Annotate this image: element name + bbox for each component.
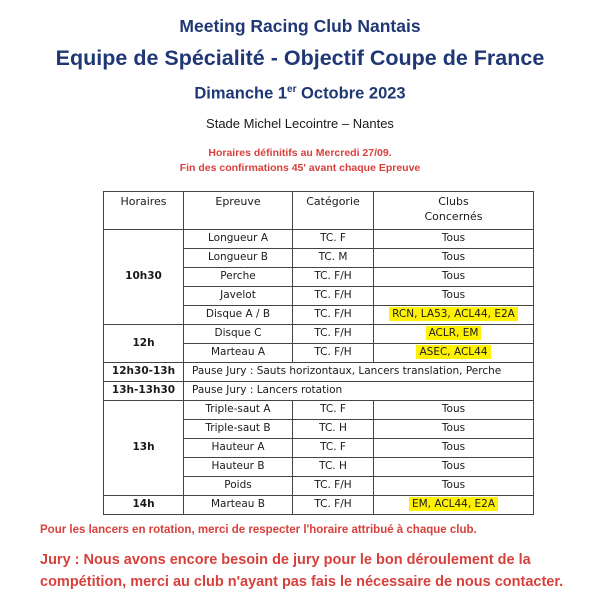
category-cell: TC. H (293, 458, 374, 477)
event-cell: Javelot (184, 287, 293, 306)
category-cell: TC. F/H (293, 477, 374, 496)
clubs-cell: Tous (374, 287, 534, 306)
clubs-cell (374, 306, 534, 325)
category-cell: TC. F (293, 230, 374, 249)
pause-cell: Pause Jury : Sauts horizontaux, Lancers translation, Perche (184, 363, 534, 382)
pause-row (104, 382, 534, 401)
jury-note: Jury : Nous avons encore besoin de jury pour le bon déroulement de la compétition, merci au club n'ayant pas fais le nécessaire de nous contacter. (40, 552, 564, 591)
event-cell: Marteau B (184, 496, 293, 515)
clubs-cell: Tous (374, 230, 534, 249)
schedule-table (103, 191, 534, 515)
clubs-cell (374, 496, 534, 515)
category-cell: TC. F (293, 439, 374, 458)
clubs-cell: Tous (374, 420, 534, 439)
event-cell: Triple-saut B (184, 420, 293, 439)
time-cell: 10h30 (104, 230, 184, 325)
event-cell: Marteau A (184, 344, 293, 363)
event-cell: Disque A / B (184, 306, 293, 325)
category-cell: TC. F/H (293, 287, 374, 306)
clubs-cell: Tous (374, 458, 534, 477)
clubs-cell (374, 344, 534, 363)
column-header-epreuve: Epreuve (184, 192, 293, 230)
schedule-notice-line2: Fin des confirmations 45' avant chaque Epreuve (179, 162, 421, 174)
clubs-header-line1: Clubs (438, 195, 469, 208)
clubs-cell: Tous (374, 249, 534, 268)
highlighted-clubs: RCN, LA53, ACL44, E2A (389, 307, 518, 321)
schedule-notice-line1: Horaires définitifs au Mercredi 27/09. (208, 147, 392, 159)
event-cell: Hauteur B (184, 458, 293, 477)
time-cell: 12h30-13h (104, 363, 184, 382)
event-cell: Disque C (184, 325, 293, 344)
column-header-categorie: Catégorie (293, 192, 374, 230)
time-cell: 12h (104, 325, 184, 363)
category-cell: TC. H (293, 420, 374, 439)
category-cell: TC. F (293, 401, 374, 420)
highlighted-clubs: ACLR, EM (426, 326, 482, 340)
category-cell: TC. F/H (293, 306, 374, 325)
column-header-horaires: Horaires (104, 192, 184, 230)
date-ordinal-superscript: er (287, 84, 297, 95)
clubs-cell: Tous (374, 401, 534, 420)
highlighted-clubs: ASEC, ACL44 (416, 345, 490, 359)
event-date (0, 84, 600, 104)
category-cell: TC. F/H (293, 325, 374, 344)
date-suffix: Octobre 2023 (296, 84, 406, 103)
event-cell: Longueur B (184, 249, 293, 268)
clubs-cell: Tous (374, 477, 534, 496)
pause-cell: Pause Jury : Lancers rotation (184, 382, 534, 401)
category-cell: TC. F/H (293, 344, 374, 363)
table-row (104, 325, 534, 344)
date-prefix: Dimanche 1 (194, 84, 288, 103)
clubs-cell: Tous (374, 439, 534, 458)
highlighted-clubs: EM, ACL44, E2A (409, 497, 498, 511)
event-cell: Triple-saut A (184, 401, 293, 420)
meeting-title: Meeting Racing Club Nantais (179, 16, 421, 36)
event-cell: Longueur A (184, 230, 293, 249)
pause-row (104, 363, 534, 382)
venue-line: Stade Michel Lecointre – Nantes (206, 116, 394, 131)
time-cell: 14h (104, 496, 184, 515)
category-cell: TC. F/H (293, 268, 374, 287)
event-cell: Hauteur A (184, 439, 293, 458)
table-row (104, 230, 534, 249)
event-cell: Poids (184, 477, 293, 496)
clubs-cell (374, 325, 534, 344)
table-row (104, 496, 534, 515)
table-row (104, 401, 534, 420)
time-cell: 13h (104, 401, 184, 496)
column-header-clubs (374, 192, 534, 230)
rotation-throws-note: Pour les lancers en rotation, merci de respecter l'horaire attribué à chaque club. (40, 524, 477, 536)
category-cell: TC. F/H (293, 496, 374, 515)
clubs-header-line2: Concernés (424, 209, 483, 223)
meeting-subtitle: Equipe de Spécialité - Objectif Coupe de France (55, 46, 545, 70)
table-header-row (104, 192, 534, 230)
category-cell: TC. M (293, 249, 374, 268)
time-cell: 13h-13h30 (104, 382, 184, 401)
event-cell: Perche (184, 268, 293, 287)
clubs-cell: Tous (374, 268, 534, 287)
